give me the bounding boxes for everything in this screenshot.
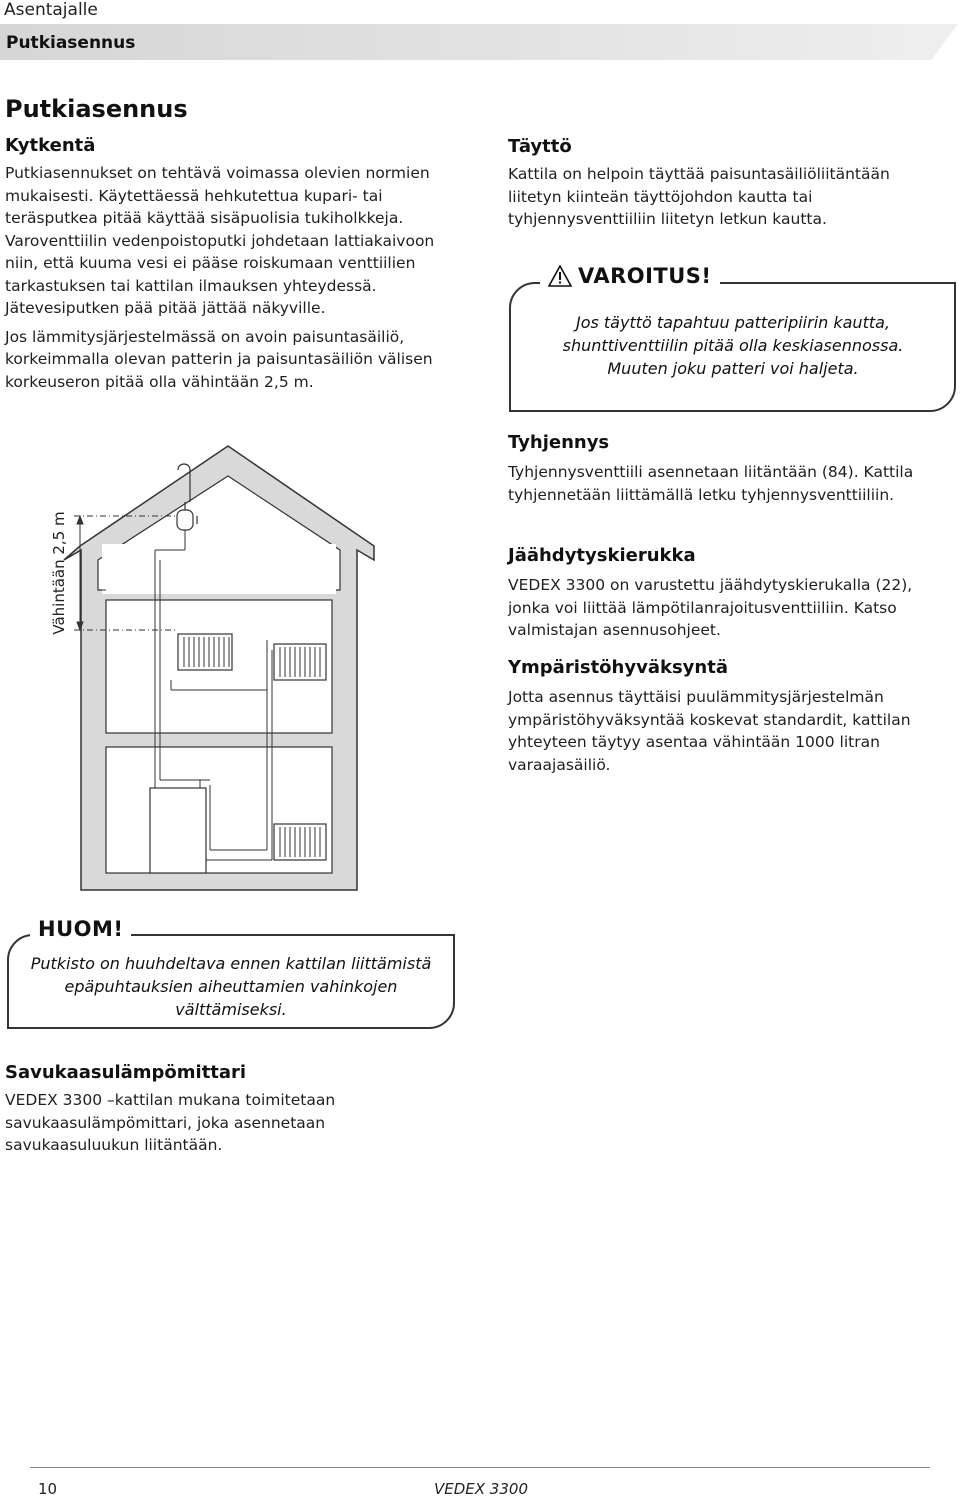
warning-line-3: Muuten joku patteri voi haljeta. [607,359,859,378]
kytkenta-paragraph-1: Putkiasennukset on tehtävä voimassa olevien normien mukaisesti. Käytettäessä hehkutettua kupari- tai teräsputkea pitää käyttää sisäpuolisia tukiholkkeja. [5,164,430,227]
header-chapter-label: Putkiasennus [6,33,136,53]
warning-triangle-icon [548,265,572,287]
document-name: VEDEX 3300 [434,1480,528,1498]
ymparisto-heading: Ympäristöhyväksyntä [508,657,728,678]
savukaasu-heading: Savukaasulämpömittari [5,1062,247,1083]
taytto-heading: Täyttö [508,136,572,157]
savukaasu-section [5,1062,445,1157]
radiator-upper-left [178,634,232,670]
note-title: HUOM! [30,917,131,941]
ymparisto-text: Jotta asennus täyttäisi puulämmitysjärjestelmän ympäristöhyväksyntää koskevat standardit, kattilan yhteyteen täytyy asentaa vähintään 1000 litran varaajasäiliö. [508,688,911,774]
ymparisto-section [508,657,948,776]
radiator-lower-right [274,824,326,860]
jaahdytys-heading: Jäähdytyskierukka [508,545,696,566]
taytto-section [508,136,948,231]
tyhjennys-heading: Tyhjennys [508,432,610,453]
kytkenta-paragraph-2: Varoventtiilin vedenpoistoputki johdetaan lattiakaivoon niin, että kuuma vesi ei pääse roiskumaan venttiilien tarkastuksen tai kattilan ilmauksen yhteydessä. Jätevesiputken pää pitää jättää näkyville. [5,231,435,317]
taytto-text: Kattila on helpoin täyttää paisuntasäiliöliitäntään liitetyn kiinteän täyttöjohdon kautta tai tyhjennysventtiiliin liitetyn letkun kautta. [508,165,890,228]
kytkenta-paragraph-3: Jos lämmitysjärjestelmässä on avoin paisuntasäiliö, korkeimmalla olevan patterin ja paisuntasäiliön välisen korkeuseron pitää olla vähintään 2,5 m. [5,327,433,391]
boiler [150,788,206,873]
kytkenta-section [5,135,445,393]
tyhjennys-text: Tyhjennysventtiili asennetaan liitäntään (84). Kattila tyhjennetään liittämällä letku tyhjennysventtiiliin. [508,463,914,504]
jaahdytys-text: VEDEX 3300 on varustettu jäähdytyskierukalla (22), jonka voi liittää lämpötilanrajoitusventtiiliin. Katso valmistajan asennusohjeet. [508,576,913,639]
jaahdytys-section [508,545,948,642]
height-dimension-label: Vähintään 2,5 m [50,511,68,635]
warning-title [540,264,720,288]
warning-line-1: Jos täyttö tapahtuu patteripiirin kautta, [575,313,891,332]
radiator-upper-right [274,644,326,680]
page-title: Putkiasennus [5,95,188,123]
tyhjennys-section [508,432,948,506]
warning-title-text: VAROITUS! [578,264,712,288]
header-section-label: Asentajalle [4,0,98,20]
kytkenta-heading: Kytkentä [5,135,96,156]
header-band [0,24,958,60]
note-text: Putkisto on huuhdeltava ennen kattilan liittämistä epäpuhtauksien aiheuttamien vahinkojen välttämiseksi. [30,954,432,1019]
warning-line-2: shunttiventtiilin pitää olla keskiasennossa. [562,336,904,355]
warning-text [515,311,951,380]
footer-rule [30,1467,930,1468]
house-diagram [40,440,440,900]
savukaasu-text: VEDEX 3300 –kattilan mukana toimitetaan savukaasulämpömittari, joka asennetaan savukaasuluukun liitäntään. [5,1091,336,1154]
page-number: 10 [38,1480,58,1498]
